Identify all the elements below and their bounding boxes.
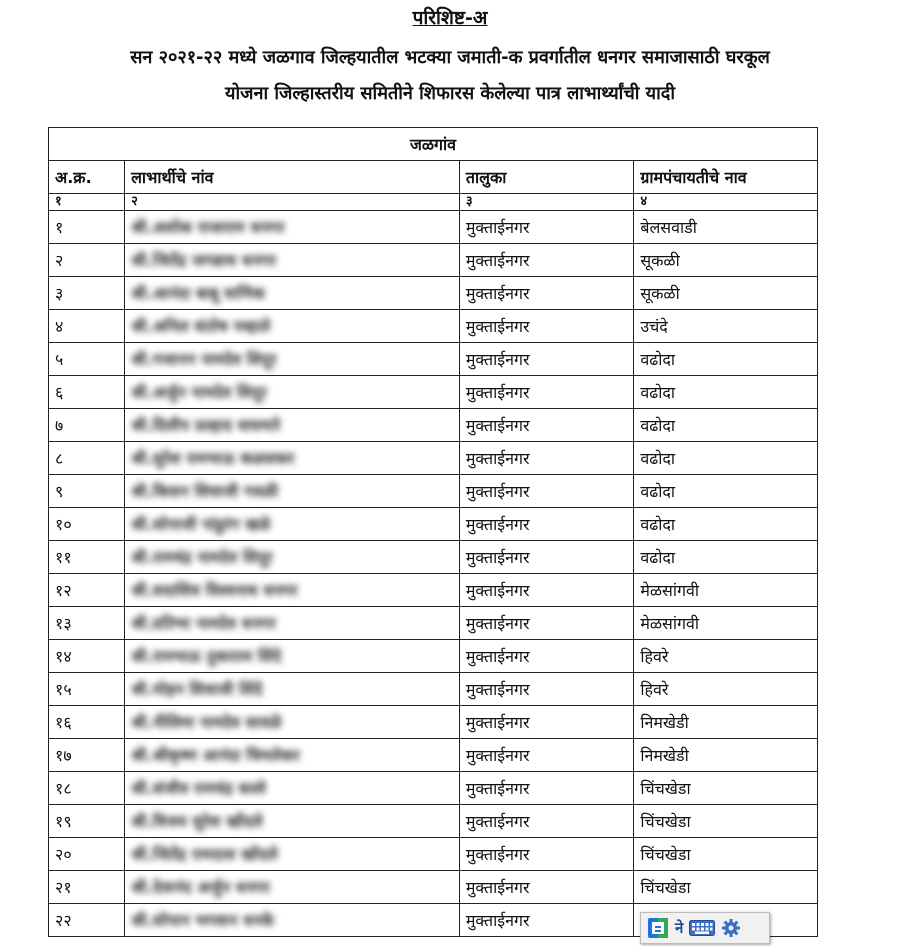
beneficiary-name <box>125 310 460 343</box>
serial-number: २१ <box>49 871 125 904</box>
table-row <box>49 310 818 343</box>
serial-number: १० <box>49 508 125 541</box>
serial-number: १३ <box>49 607 125 640</box>
beneficiary-name <box>125 640 460 673</box>
table-row <box>49 211 818 244</box>
column-number: ३ <box>459 194 633 211</box>
beneficiary-name <box>125 904 460 937</box>
taluka: मुक्ताईनगर <box>459 739 633 772</box>
beneficiary-name <box>125 442 460 475</box>
beneficiary-name-text: श्री.अर्जुन नामदेव शिदूर <box>131 383 267 402</box>
beneficiary-name-text: श्री.संजीव रामचंद्र कस्वे <box>131 779 266 798</box>
serial-number: २० <box>49 838 125 871</box>
taluka: मुक्ताईनगर <box>459 541 633 574</box>
table-body <box>49 211 818 937</box>
taluka: मुक्ताईनगर <box>459 409 633 442</box>
table-row <box>49 640 818 673</box>
table-row <box>49 805 818 838</box>
taluka: मुक्ताईनगर <box>459 871 633 904</box>
beneficiary-name <box>125 838 460 871</box>
input-tools-toolbar[interactable] <box>640 912 770 944</box>
header-row <box>49 161 818 194</box>
table-row <box>49 376 818 409</box>
serial-number: १४ <box>49 640 125 673</box>
beneficiary-name-text: श्री.अशोक राजाराम धनगर <box>131 218 285 237</box>
serial-number: ११ <box>49 541 125 574</box>
serial-number: २ <box>49 244 125 277</box>
grampanchayat-name: निमखेडी <box>634 706 818 739</box>
taluka: मुक्ताईनगर <box>459 772 633 805</box>
beneficiary-name-text: श्री.विजय सुरेश खोंदले <box>131 812 263 831</box>
grampanchayat-name: वढोदा <box>634 442 818 475</box>
table-row <box>49 541 818 574</box>
grampanchayat-name: मेळसांगवी <box>634 607 818 640</box>
table-row <box>49 409 818 442</box>
serial-number: ६ <box>49 376 125 409</box>
serial-number: १६ <box>49 706 125 739</box>
grampanchayat-name: वढोदा <box>634 475 818 508</box>
column-number-row <box>49 194 818 211</box>
beneficiary-name <box>125 871 460 904</box>
column-number: १ <box>49 194 125 211</box>
grampanchayat-name: हिवरे <box>634 640 818 673</box>
grampanchayat-name: चिंचखेडा <box>634 805 818 838</box>
taluka: मुक्ताईनगर <box>459 673 633 706</box>
grampanchayat-name: हिवरे <box>634 673 818 706</box>
table-row <box>49 607 818 640</box>
table-row <box>49 871 818 904</box>
header-name: लाभार्थीचे नांव <box>125 161 460 194</box>
taluka: मुक्ताईनगर <box>459 376 633 409</box>
taluka: मुक्ताईनगर <box>459 805 633 838</box>
taluka: मुक्ताईनगर <box>459 838 633 871</box>
grampanchayat-name: वढोदा <box>634 409 818 442</box>
serial-number: ४ <box>49 310 125 343</box>
beneficiary-name-text: श्री.जितेंद्र जगन्नाथ धनगर <box>131 251 277 270</box>
grampanchayat-name: चिंचखेडा <box>634 871 818 904</box>
beneficiary-name <box>125 805 460 838</box>
grampanchayat-name: उचंदे <box>634 310 818 343</box>
grampanchayat-name: सूकळी <box>634 244 818 277</box>
taluka: मुक्ताईनगर <box>459 574 633 607</box>
beneficiary-name-text: श्री.नीलिमा नामदेव सावळे <box>131 713 282 732</box>
table-row <box>49 475 818 508</box>
grampanchayat-name: सूकळी <box>634 277 818 310</box>
beneficiary-name <box>125 244 460 277</box>
document-title <box>20 40 880 112</box>
grampanchayat-name: निमखेडी <box>634 739 818 772</box>
taluka: मुक्ताईनगर <box>459 475 633 508</box>
serial-number: १ <box>49 211 125 244</box>
serial-number: २२ <box>49 904 125 937</box>
grampanchayat-name: चिंचखेडा <box>634 838 818 871</box>
table-row <box>49 574 818 607</box>
header-grampanchayat: ग्रामपंचायतीचे नाव <box>634 161 818 194</box>
keyboard-icon[interactable] <box>689 920 715 936</box>
beneficiary-name <box>125 376 460 409</box>
header-taluka: तालुका <box>459 161 633 194</box>
grampanchayat-name: वढोदा <box>634 376 818 409</box>
beneficiary-name-text: श्री.जितेंद्र रामदास खोंदले <box>131 845 278 864</box>
header-serial: अ.क्र. <box>49 161 125 194</box>
beneficiary-name <box>125 409 460 442</box>
grampanchayat-name: बेलसवाडी <box>634 211 818 244</box>
input-tools-logo-icon[interactable] <box>647 917 669 939</box>
grampanchayat-name: मेळसांगवी <box>634 574 818 607</box>
table-row <box>49 244 818 277</box>
title-line-2: योजना जिल्हास्तरीय समितीने शिफारस केलेल्या पात्र लाभार्थ्यांची यादी <box>225 83 675 104</box>
gear-icon[interactable] <box>721 918 741 938</box>
taluka: मुक्ताईनगर <box>459 277 633 310</box>
taluka: मुक्ताईनगर <box>459 607 633 640</box>
taluka: मुक्ताईनगर <box>459 640 633 673</box>
grampanchayat-name: वढोदा <box>634 541 818 574</box>
serial-number: १९ <box>49 805 125 838</box>
beneficiary-name-text: श्री.सदाशिव विश्वनाथ धनगर <box>131 581 298 600</box>
beneficiary-name-text: श्री.मोहन शिवाजी शिंदे <box>131 680 263 699</box>
beneficiary-name <box>125 508 460 541</box>
table-row <box>49 343 818 376</box>
beneficiary-name <box>125 673 460 706</box>
serial-number: ८ <box>49 442 125 475</box>
grampanchayat-name: वढोदा <box>634 508 818 541</box>
serial-number: १२ <box>49 574 125 607</box>
beneficiary-name <box>125 574 460 607</box>
table-row <box>49 772 818 805</box>
taluka: मुक्ताईनगर <box>459 211 633 244</box>
serial-number: १८ <box>49 772 125 805</box>
beneficiary-name-text: श्री.आनंदा बाबू वाणिक <box>131 284 266 303</box>
beneficiary-name <box>125 541 460 574</box>
serial-number: ७ <box>49 409 125 442</box>
table-row <box>49 739 818 772</box>
title-line-1: सन २०२१-२२ मध्ये जळगाव जिल्हयातील भटक्या जमाती-क प्रवर्गातील धनगर समाजासाठी घरकूल <box>130 47 770 68</box>
beneficiary-name-text: श्री.सोपान भगवान धनके <box>131 911 275 930</box>
beneficiary-name-text: श्री.देवानंद अर्जुन धनगर <box>131 878 270 897</box>
table-row <box>49 838 818 871</box>
taluka: मुक्ताईनगर <box>459 904 633 937</box>
table-row <box>49 508 818 541</box>
beneficiary-name-text: श्री.अनिल संतोष नम्हाले <box>131 317 271 336</box>
beneficiary-name <box>125 739 460 772</box>
serial-number: १७ <box>49 739 125 772</box>
beneficiary-name-text: श्री.किसन शिवाजी गवळी <box>131 482 279 501</box>
beneficiary-name-text: श्री.सुरेश रामभाऊ कळसकर <box>131 449 295 468</box>
table-row <box>49 442 818 475</box>
column-number: २ <box>125 194 460 211</box>
taluka: मुक्ताईनगर <box>459 442 633 475</box>
beneficiary-name <box>125 706 460 739</box>
table-row <box>49 673 818 706</box>
beneficiary-name-text: श्री.दिलीप प्रल्हाद वाघमारे <box>131 416 281 435</box>
column-number: ४ <box>634 194 818 211</box>
beneficiary-name <box>125 772 460 805</box>
district-row <box>49 128 818 161</box>
input-language-label[interactable]: ने <box>675 919 684 937</box>
document-heading: परिशिष्ट-अ <box>412 7 488 29</box>
taluka: मुक्ताईनगर <box>459 244 633 277</box>
beneficiary-name <box>125 607 460 640</box>
beneficiary-name <box>125 211 460 244</box>
serial-number: ३ <box>49 277 125 310</box>
beneficiary-name-text: श्री.श्रीकृष्ण आनंदा चिमलेकर <box>131 746 300 765</box>
serial-number: ९ <box>49 475 125 508</box>
district-name: जळगांव <box>49 128 818 161</box>
serial-number: ५ <box>49 343 125 376</box>
grampanchayat-name: वढोदा <box>634 343 818 376</box>
beneficiary-table <box>48 127 818 937</box>
beneficiary-name-text: श्री.रामभाऊ तुकाराम शिंदे <box>131 647 282 666</box>
beneficiary-name <box>125 277 460 310</box>
beneficiary-name-text: श्री.गजानन नामदेव शिदूर <box>131 350 277 369</box>
taluka: मुक्ताईनगर <box>459 310 633 343</box>
beneficiary-name-text: श्री.सोनाजी पांडुरंग खळे <box>131 515 271 534</box>
beneficiary-name <box>125 343 460 376</box>
serial-number: १५ <box>49 673 125 706</box>
beneficiary-name-text: श्री.प्रतिभा नामदेव धनगर <box>131 614 276 633</box>
table-row <box>49 277 818 310</box>
table-row <box>49 706 818 739</box>
grampanchayat-name: चिंचखेडा <box>634 772 818 805</box>
taluka: मुक्ताईनगर <box>459 343 633 376</box>
beneficiary-name <box>125 475 460 508</box>
beneficiary-name-text: श्री.रामचंद्र नामदेव शिदूर <box>131 548 273 567</box>
taluka: मुक्ताईनगर <box>459 508 633 541</box>
taluka: मुक्ताईनगर <box>459 706 633 739</box>
